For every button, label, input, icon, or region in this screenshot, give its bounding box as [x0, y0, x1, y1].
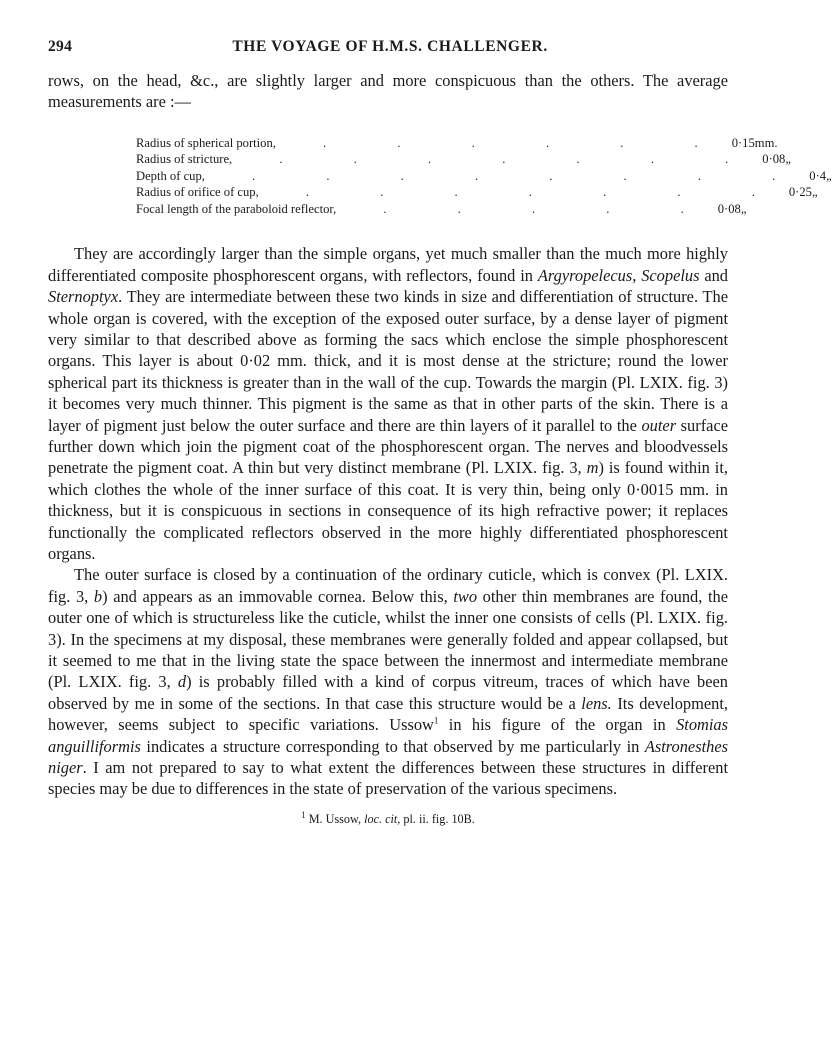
- body-paragraph-1: They are accordingly larger than the simple organs, yet much smaller than the much more highly differentiated composite phosphorescent organs, with reflectors, found in Argyropelecus, Scopelus and Sternoptyx. They are intermediate between these two kinds in size and differentiation of structure. The whole organ is covered, with the exception of the exposed outer surface, by a dense layer of pigment very similar to that described above as forming the sacs which enclose the simple phosphorescent organs. This layer is about 0·02 mm. thick, and it is most dense at the stricture; round the lower spherical part its thickness is greater than in the wall of the cup. Towards the margin (Pl. LXIX. fig. 3) it becomes very much thinner. This pigment is the same as that in other parts of the skin. There is a layer of pigment just below the outer surface and there are thin layers of it parallel to the outer surface further down which join the pigment coat of the phosphorescent organ. The nerves and bloodvessels penetrate the pigment coat. A thin but very distinct membrane (Pl. LXIX. fig. 3, m) is found within it, which clothes the whole of the inner surface of this coat. It is very thin, being only 0·0015 mm. in thickness, but it is conspicuous in sections in consequence of its high refractive power; it replaces functionally the complicated reflectors observed in the more highly differentiated phosphorescent organs.: [48, 244, 729, 563]
- figure-label: b: [93, 586, 103, 606]
- measurement-label: Depth of cup,: [136, 168, 205, 183]
- measurement-row: [136, 184, 818, 201]
- measurement-unit: „: [785, 152, 791, 167]
- leader-dots: . . . . . . .: [242, 152, 763, 167]
- leader-dots: . . . . . . . .: [214, 168, 810, 183]
- footnote-mark: 1: [301, 809, 306, 820]
- species-name: Astronesthes niger: [48, 736, 728, 778]
- genus-name: Sternoptyx: [48, 287, 119, 307]
- measurement-value: 0·25: [788, 185, 812, 200]
- emphasis: outer: [641, 415, 677, 435]
- footnote-reference: 1: [433, 715, 439, 726]
- measurement-row: [136, 168, 832, 185]
- measurement-label: Radius of spherical portion,: [136, 135, 276, 150]
- leader-dots: . . . . . .: [285, 135, 732, 150]
- leader-dots: . . . . .: [346, 201, 718, 216]
- measurement-value: 0·4: [809, 168, 827, 183]
- measurement-unit: mm.: [754, 135, 778, 150]
- measurement-unit: „: [811, 185, 818, 200]
- measurements-table: [136, 135, 832, 218]
- page-number: 294: [48, 38, 73, 55]
- leader-dots: . . . . . . .: [268, 185, 789, 200]
- footnote: $^1$ M. Ussow, loc. cit, pl. ii. fig. 10B.: [301, 809, 475, 826]
- intro-text: rows, on the head, &c., are slightly larger and more conspicuous than the others. The average measurements are :—: [48, 71, 728, 112]
- measurement-value: 0·08: [717, 201, 741, 216]
- emphasis: two: [453, 586, 478, 606]
- species-name: Stomias anguilliformis: [48, 715, 729, 756]
- measurement-row: [136, 151, 791, 168]
- running-title: THE VOYAGE OF H.M.S. CHALLENGER.: [232, 38, 548, 55]
- body-paragraph-2: The outer surface is closed by a continuation of the ordinary cuticle, which is convex (Pl. LXIX. fig. 3, b) and appears as an immovable cornea. Below this, two other thin membranes are found, the outer one of which is structureless like the cuticle, whilst the inner one consists of cells (Pl. LXIX. fig. 3). In the specimens at my disposal, these membranes were generally folded and appear collapsed, but it seemed to me that in the living state the space between the innermost and intermediate membrane (Pl. LXIX. fig. 3, d) is probably filled with a kind of corpus vitreum, traces of which have been observed by me in some of the sections. In that case this structure would be a lens. Its development, however, seems subject to specific variations. Ussow$^1$ in his figure of the organ in Stomias anguilliformis indicates a structure corresponding to that observed by me particularly in Astronesthes niger. I am not prepared to say to what extent the differences between these structures in different species may be due to differences in the state of preservation of the various specimens.: [48, 565, 729, 799]
- figure-label: m: [586, 458, 599, 478]
- genus-name: Scopelus: [641, 265, 700, 285]
- measurement-value: 0·08: [762, 152, 786, 167]
- measurement-row: [136, 135, 778, 152]
- measurement-value: 0·15: [731, 135, 755, 150]
- figure-label: d: [177, 672, 187, 692]
- citation: loc. cit: [364, 811, 398, 826]
- page: [48, 38, 832, 827]
- measurement-label: Radius of orifice of cup,: [136, 185, 259, 200]
- measurement-label: Focal length of the paraboloid reflector,: [136, 201, 337, 216]
- measurement-unit: „: [826, 168, 832, 183]
- measurement-label: Radius of stricture,: [136, 152, 233, 167]
- measurement-unit: „: [740, 201, 747, 216]
- measurement-row: [136, 201, 747, 218]
- emphasis: lens.: [581, 693, 612, 713]
- page-header: [48, 38, 728, 56]
- genus-name: Argyropelecus: [537, 265, 633, 285]
